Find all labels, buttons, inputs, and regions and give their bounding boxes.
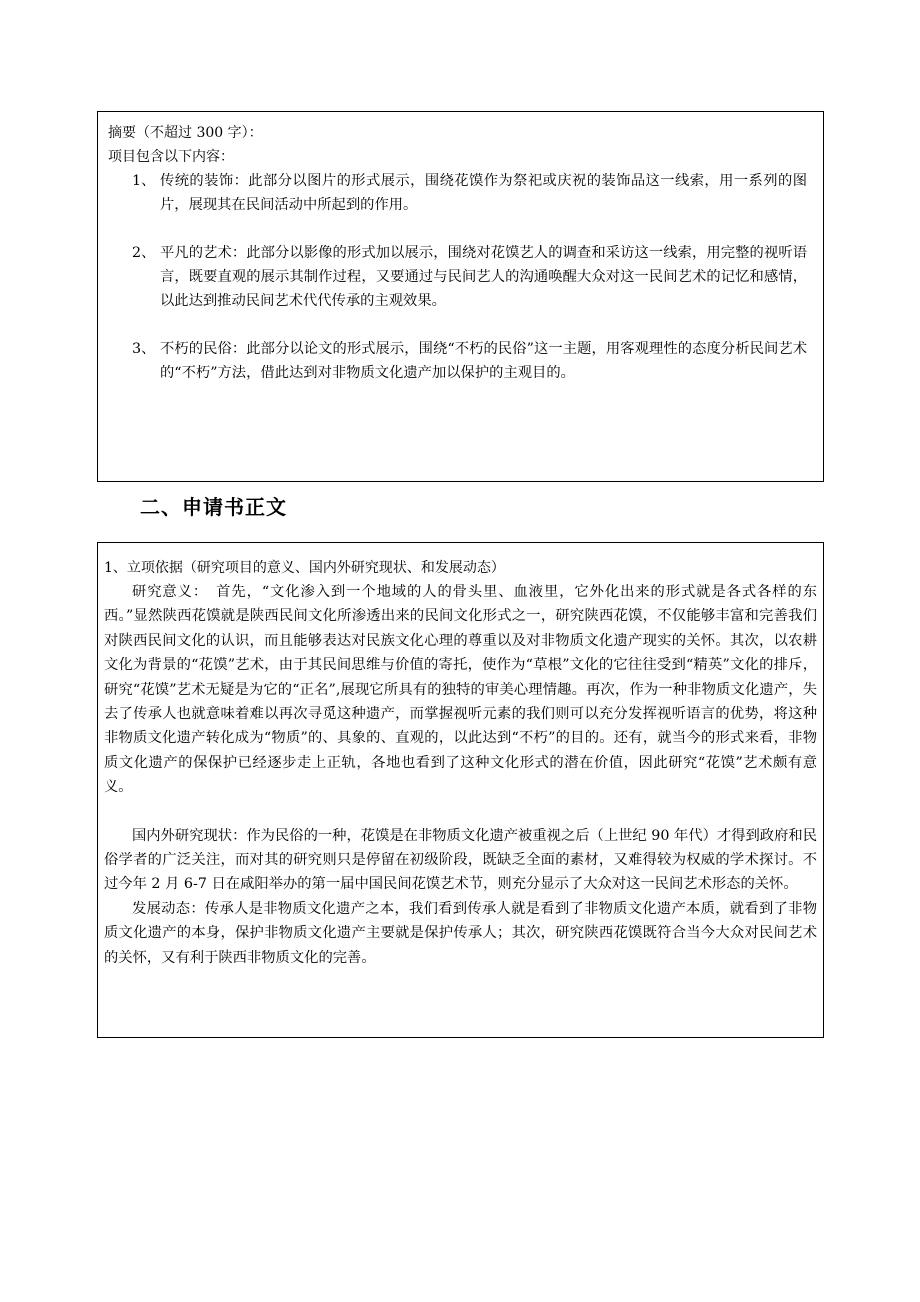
item-text: 传统的装饰：此部分以图片的形式展示，围绕花馍作为祭祀或庆祝的装饰品这一线索，用一系列的图片，展现其在民间活动中所起到的作用。	[160, 173, 807, 213]
item-text: 不朽的民俗：此部分以论文的形式展示，围绕“不朽的民俗”这一主题，用客观理性的态度分析民间艺术的“不朽”方法，借此达到对非物质文化遗产加以保护的主观目的。	[160, 341, 807, 381]
item-number: 1、	[132, 173, 156, 189]
abstract-item	[108, 337, 813, 385]
section-heading: 二、申请书正文	[140, 495, 287, 519]
body-heading: 1、立项依据（研究项目的意义、国内外研究现状、和发展动态）	[104, 560, 505, 576]
significance-paragraph: 研究意义： 首先，“文化渗入到一个地域的人的骨头里、血液里，它外化出来的形式就是各式各样的东西。”显然陕西花馍就是陕西民间文化所渗透出来的民间文化形式之一，研究陕西花馍，不仅能够丰富和完善我们对陕西民间文化的认识，而且能够表达对民族文化心理的尊重以及对非物质文化遗产现实的关怀。其次，以农耕文化为背景的“花馍”艺术，由于其民间思维与价值的寄托，使作为“草根”文化的它往往受到“精英”文化的排斥，研究“花馍”艺术无疑是为它的“正名”,展现它所具有的独特的审美心理情趣。再次，作为一种非物质文化遗产，失去了传承人也就意味着难以再次寻觅这种遗产，而掌握视听元素的我们则可以充分发挥视听语言的优势，将这种非物质文化遗产转化成为“物质”的、具象的、直观的，以此达到“不朽”的目的。还有，就当今的形式来看，非物质文化遗产的保保护已经逐步走上正轨，各地也看到了这种文化形式的潜在价值，因此研究“花馍”艺术颇有意义。	[104, 584, 817, 796]
item-number: 3、	[132, 341, 156, 357]
abstract-heading: 摘要（不超过 300 字）：	[108, 125, 263, 141]
development-trends-paragraph: 发展动态：传承人是非物质文化遗产之本，我们看到传承人就是看到了非物质文化遗产本质，就看到了非物质文化遗产的本身，保护非物质文化遗产主要就是保护传承人；其次，研究陕西花馍既符合当今大众对民间艺术的关怀，又有利于陕西非物质文化的完善。	[104, 900, 817, 966]
abstract-item	[108, 169, 813, 217]
item-text: 平凡的艺术：此部分以影像的形式加以展示，围绕对花馍艺人的调查和采访这一线索，用完整的视听语言，既要直观的展示其制作过程，又要通过与民间艺人的沟通唤醒大众对这一民间艺术的记忆和感情，以此达到推动民间艺术代代传承的主观效果。	[160, 245, 807, 309]
abstract-item	[108, 241, 813, 313]
item-number: 2、	[132, 245, 156, 261]
abstract-box	[97, 111, 824, 482]
application-body-box	[97, 542, 824, 1038]
research-status-paragraph: 国内外研究现状：作为民俗的一种，花馍是在非物质文化遗产被重视之后（上世纪 90 年代）才得到政府和民俗学者的广泛关注，而对其的研究则只是停留在初级阶段，既缺乏全面的素材，又难得较为权威的学术探讨。不过今年 2 月 6-7 日在咸阳举办的第一届中国民间花馍艺术节，则充分显示了大众对这一民间艺术形态的关怀。	[104, 827, 817, 893]
abstract-intro: 项目包含以下内容：	[108, 149, 234, 165]
